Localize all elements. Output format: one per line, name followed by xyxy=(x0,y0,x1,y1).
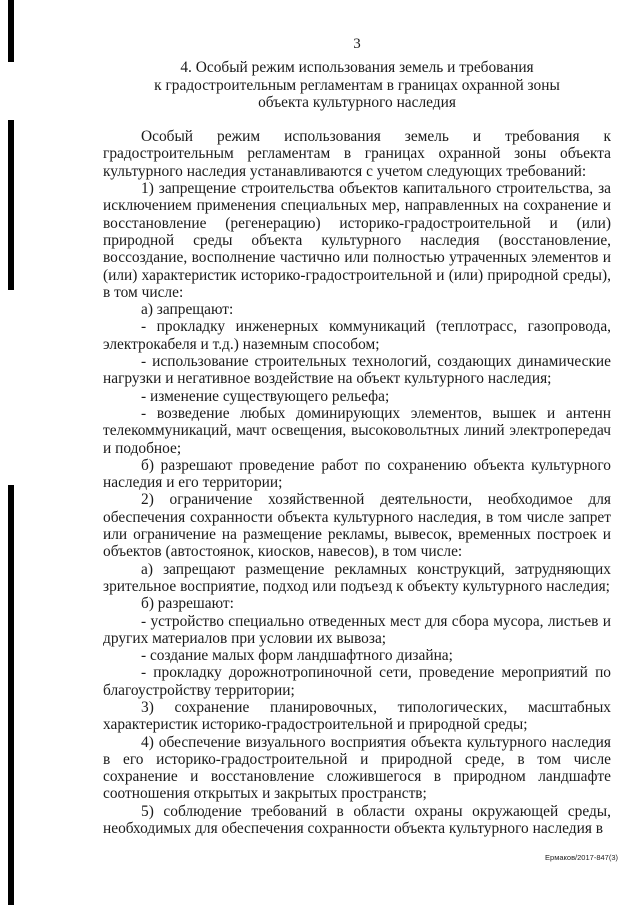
paragraph-intro: Особый режим использования земель и требования к градостроительным регламентам в границах охранной зоны объекта культурного наследия устанавливаются с учетом следующих требований: xyxy=(103,128,611,180)
paragraph-1a-dominants: - возведение любых доминирующих элементов, вышек и антенн телекоммуникаций, мачт освещения, высоковольтных линий электропередач и подобное; xyxy=(103,404,611,457)
section-heading xyxy=(103,59,611,111)
paragraph-item-2: 2) ограничение хозяйственной деятельности, необходимое для обеспечения сохранности объекта культурного наследия, в том числе запрет или ограничение на размещение рекламы, вывесок, временных построек и объектов (автостоянок, киосков, навесов), в том числе: xyxy=(103,491,611,561)
footer-document-code: Ермаков/2017-847(3) xyxy=(545,853,618,862)
paragraph-item-5: 5) соблюдение требований в области охраны окружающей среды, необходимых для обеспечения сохранности объекта культурного наследия в xyxy=(103,802,611,838)
paragraph-1a-utilities: - прокладку инженерных коммуникаций (теплотрасс, газопровода, электрокабеля и т.д.) наземным способом; xyxy=(103,318,611,353)
paragraph-item-3: 3) сохранение планировочных, типологических, масштабных характеристик историко-градостроительной и природной среды; xyxy=(103,698,611,734)
body-text xyxy=(103,128,611,837)
paragraph-1a: а) запрещают: xyxy=(141,301,234,319)
paragraph-1a-relief: - изменение существующего рельефа; xyxy=(141,387,390,405)
paragraph-1b: б) разрешают проведение работ по сохранению объекта культурного наследия и его территории; xyxy=(103,456,611,492)
heading-line-1: 4. Особый режим использования земель и требования xyxy=(180,59,534,77)
scan-edge-mark-bottom xyxy=(8,485,14,905)
heading-line-2: к градостроительным регламентам в границах охранной зоны xyxy=(154,76,560,94)
heading-line-3: объекта культурного наследия xyxy=(258,93,456,111)
paragraph-2a: а) запрещают размещение рекламных конструкций, затрудняющих зрительное восприятие, подход или подъезд к объекту культурного наследия; xyxy=(103,560,611,595)
paragraph-2b: б) разрешают: xyxy=(141,595,234,613)
paragraph-2b-waste: - устройство специально отведенных мест для сбора мусора, листьев и других материалов при условии их вывоза; xyxy=(103,612,611,647)
scan-edge-mark-middle xyxy=(8,120,14,290)
paragraph-item-1: 1) запрещение строительства объектов капитального строительства, за исключением применения специальных мер, направленных на сохранение и восстановление (регенерацию) историко-градостроительной и (или) природной среды объекта культурного наследия (восстановление, воссоздание, восполнение частично или полностью утраченных элементов и (или) характеристик историко-градостроительной и (или) природной среды), в том числе: xyxy=(103,180,611,301)
document-page xyxy=(103,36,611,837)
page-number: 3 xyxy=(353,36,361,52)
paragraph-item-4: 4) обеспечение визуального восприятия объекта культурного наследия в его историко-градостроительной и природной среде, в том числе сохранение и восстановление сложившегося в природном ландшафте соотношения открытых и закрытых пространств; xyxy=(103,733,611,803)
paragraph-2b-paths: - прокладку дорожнотропиночной сети, проведение мероприятий по благоустройству территории; xyxy=(103,664,611,699)
paragraph-2b-landscape: - создание малых форм ландшафтного дизайна; xyxy=(141,647,453,665)
paragraph-1a-technologies: - использование строительных технологий, создающих динамические нагрузки и негативное воздействие на объект культурного наследия; xyxy=(103,353,611,388)
scan-edge-mark-top xyxy=(8,0,14,62)
